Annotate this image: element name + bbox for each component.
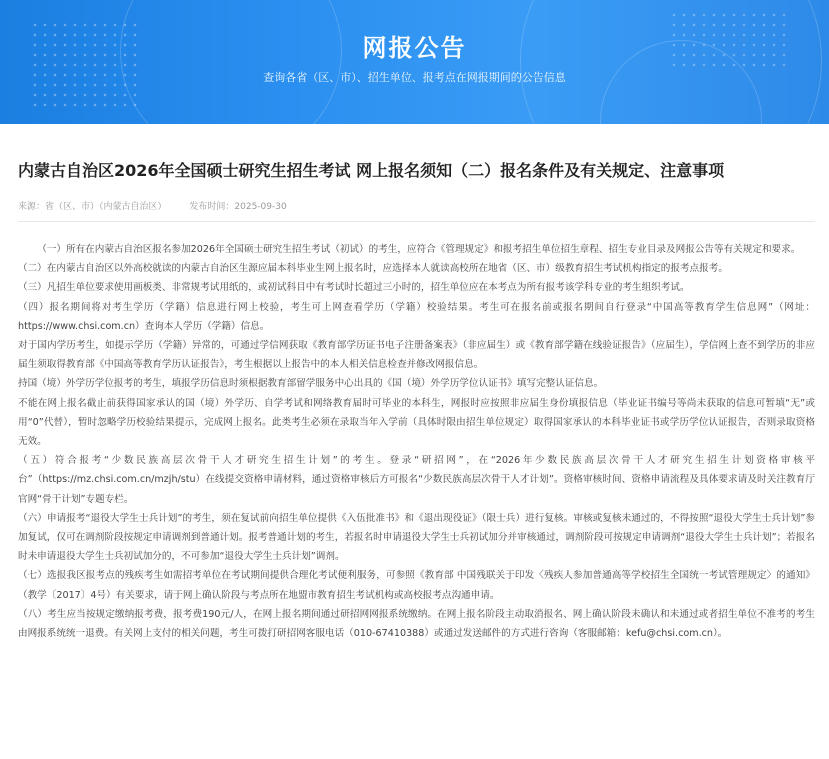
banner-subtitle: 查询各省（区、市）、招生单位、报考点在网报期间的公告信息 xyxy=(263,71,566,84)
article-source: 来源：省（区、市）（内蒙古自治区） xyxy=(18,202,167,212)
paragraph: （六）申请报考“退役大学生士兵计划”的考生，须在复试前向招生单位提供《入伍批准书》和《退出现役证》（限士兵）进行复核。审核或复核未通过的，不得按照“退役大学生士兵计划”参加复试，仅可在调剂阶段按规定申请调剂到普通计划。报考普通计划的考生，若报名时申请退役大学生士兵初试加分并审核通过，调剂阶段可按规定申请调剂“退役大学生士兵计划”；若报名时未申请退役大学生士兵初试加分的，不可参加“退役大学生士兵计划”调剂。 xyxy=(18,512,815,563)
article-title: 内蒙古自治区2026年全国硕士研究生招生考试 网上报名须知（二）报名条件及有关规定、注意事项 xyxy=(18,161,725,180)
paragraph: （五）符合报考“少数民族高层次骨干人才研究生招生计划”的考生。登录“研招网”，在“2026年少数民族高层次骨干人才研究生招生计划资格审核平台”（https://mz.chsi.com.cn/mzjh/stu）在线提交资格申请材料，通过资格审核后方可报名“少数民族高层次骨干人才计划”。资格审核时间、资格申请流程及具体要求请及时关注教育厅官网“骨干计划”专题专栏。 xyxy=(18,455,815,505)
banner-title: 网报公告 xyxy=(362,34,467,62)
paragraph: （一）所有在内蒙古自治区报名参加2026年全国硕士研究生招生考试（初试）的考生，应符合《管理规定》和报考招生单位招生章程、招生专业目录及网报公告等有关规定和要求。 xyxy=(37,244,801,255)
paragraph: 持国（境）外学历学位报考的考生，填报学历信息时须根据教育部留学服务中心出具的《国（境）外学历学位认证书》填写完整认证信息。 xyxy=(18,378,604,390)
banner xyxy=(0,0,829,124)
article-meta xyxy=(18,199,815,212)
paragraph: （二）在内蒙古自治区以外高校就读的内蒙古自治区生源应届本科毕业生网上报名时，应选择本人就读高校所在地省（区、市）级教育招生考试机构指定的报考点报考。 xyxy=(18,263,728,275)
divider xyxy=(18,221,815,222)
paragraph: （三）凡招生单位要求使用画板类、非常规考试用纸的，或初试科目中有考试时长超过三小时的，招生单位应在本考点为所有报考该学科专业的考生组织考试。 xyxy=(18,282,690,294)
article xyxy=(0,124,829,643)
paragraph: （四）报名期间将对考生学历（学籍）信息进行网上校验，考生可上网查看学历（学籍）校验结果。考生可在报名前或报名期间自行登录“中国高等教育学生信息网”（网址：https://www.chsi.com.cn）查询本人学历（学籍）信息。 xyxy=(18,301,815,332)
article-publish-time: 发布时间：2025-09-30 xyxy=(189,202,287,212)
paragraph: 不能在网上报名截止前获得国家承认的国（境）外学历、自学考试和网络教育届时可毕业的本科生，网报时应按照非应届生身份填报信息（毕业证书编号等尚未获取的信息可暂填“无”或用“0”代替），暂时忽略学历校验结果提示，完成网上报名。此类考生必须在录取当年入学前（具体时限由招生单位规定）取得国家承认的本科毕业证书或学历学位认证报告，否则录取资格无效。 xyxy=(18,397,815,448)
article-body xyxy=(18,240,815,643)
paragraph: 对于国内学历考生，如提示学历（学籍）异常的，可通过学信网获取《教育部学历证书电子注册备案表》（非应届生）或《教育部学籍在线验证报告》（应届生），学信网上查不到学历的非应届生须取得教育部《中国高等教育学历认证报告》，考生根据以上报告中的本人相关信息检查并修改网报信息。 xyxy=(18,340,815,371)
paragraph: （八）考生应当按规定缴纳报考费，报考费190元/人，在网上报名期间通过研招网网报系统缴纳。在网上报名阶段主动取消报名、网上确认阶段未确认和未通过或者招生单位不准考的考生由网报系统统一退费。有关网上支付的相关问题，考生可拨打研招网客服电话（010-67410388）或通过发送邮件的方式进行咨询（客服邮箱：kefu@chsi.com.cn）。 xyxy=(18,608,815,640)
paragraph: （七）选报我区报考点的残疾考生如需招考单位在考试期间提供合理化考试便利服务，可参照《教育部 中国残联关于印发〈残疾人参加普通高等学校招生全国统一考试管理规定〉的通知》（教学〔2017〕4号）有关要求，请于网上确认阶段与考点所在地盟市教育招生考试机构或高校报考点沟通申请。 xyxy=(18,570,815,601)
